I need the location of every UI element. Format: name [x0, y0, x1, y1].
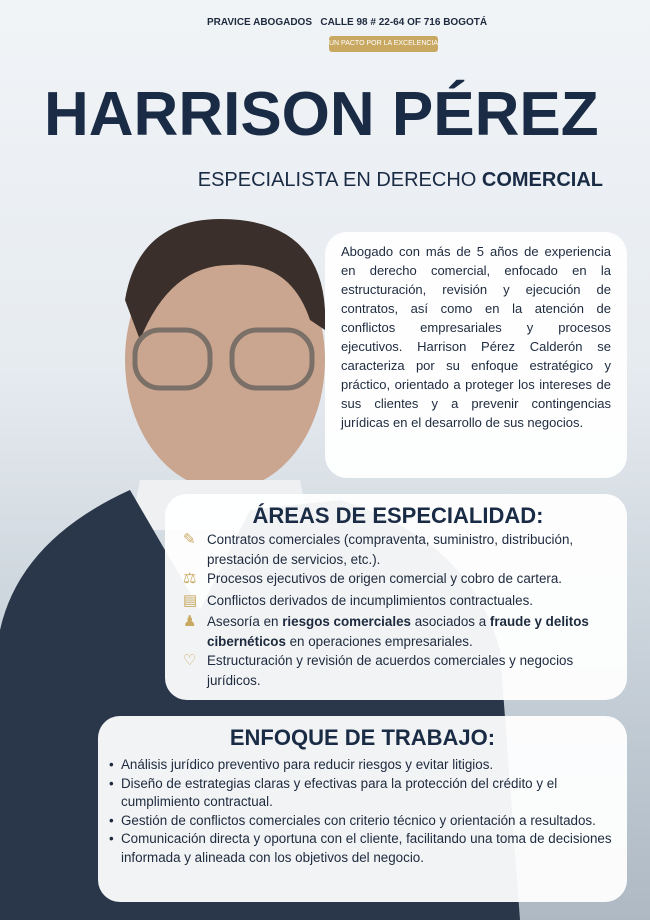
header-info: [207, 17, 487, 29]
handshake-icon: ♡: [183, 652, 197, 669]
slogan-badge: UN PACTO POR LA EXCELENCIA: [329, 36, 438, 52]
firm-address: CALLE 98 # 22-64 OF 716 BOGOTÁ: [320, 17, 488, 28]
list-item: • Análisis jurídico preventivo para reducir riesgos y evitar litigios.: [108, 756, 617, 775]
contract-icon: ✎: [183, 531, 196, 548]
item-text: Contratos comerciales (compraventa, suministro, distribución, prestación de servicios, etc.).: [207, 532, 574, 567]
list-item: • Comunicación directa y oportuna con el cliente, facilitando una toma de decisiones informada y alineada con los objetivos del negocio.: [108, 830, 617, 867]
item-text: Estructuración y revisión de acuerdos comerciales y negocios jurídicos.: [207, 653, 574, 688]
bio-text: Abogado con más de 5 años de experiencia en derecho comercial, enfocado en la estructuración, revisión y ejecución de contratos, así como en la atención de conflictos empresariales y procesos ejecutivos. Harrison Pérez Calderón se caracteriza por su enfoque estratégico y práctico, orientado a proteger los intereses de sus clientes y a prevenir contingencias jurídicas en el desarrollo de sus negocios.: [341, 244, 611, 430]
areas-heading: ÁREAS DE ESPECIALIDAD:: [252, 503, 544, 528]
document-icon: ▤: [183, 591, 198, 609]
item-text: Procesos ejecutivos de origen comercial y cobro de cartera.: [207, 571, 563, 586]
subtitle: [198, 168, 603, 192]
bio-card: [325, 232, 627, 478]
list-item: • Diseño de estrategias claras y efectivas para la protección del crédito y el cumplimiento contractual.: [108, 775, 617, 812]
enfoque-heading: ENFOQUE DE TRABAJO:: [229, 725, 496, 750]
subtitle-highlight: COMERCIAL: [481, 169, 603, 191]
list-item: [183, 569, 613, 589]
item-text: Conflictos derivados de incumplimientos contractuales.: [207, 592, 533, 608]
list-item: [183, 651, 613, 690]
list-item: [183, 530, 613, 569]
specialty-areas-card: [165, 494, 627, 700]
work-approach-card: [98, 716, 627, 902]
enfoque-list: [108, 756, 617, 867]
advisor-icon: ♟: [183, 613, 197, 630]
item-text: Asesoría en riesgos comerciales asociados a fraude y delitos cibernéticos en operaciones empresariales.: [207, 614, 589, 649]
list-item: [183, 591, 613, 611]
page-title: HARRISON PÉREZ: [44, 80, 599, 149]
list-item: [183, 612, 613, 651]
list-item: • Gestión de conflictos comerciales con criterio técnico y orientación a resultados.: [108, 812, 617, 831]
scales-icon: ⚖: [183, 570, 197, 587]
subtitle-prefix: ESPECIALISTA EN DERECHO: [197, 169, 477, 191]
firm-name: PRAVICE ABOGADOS: [207, 17, 313, 28]
